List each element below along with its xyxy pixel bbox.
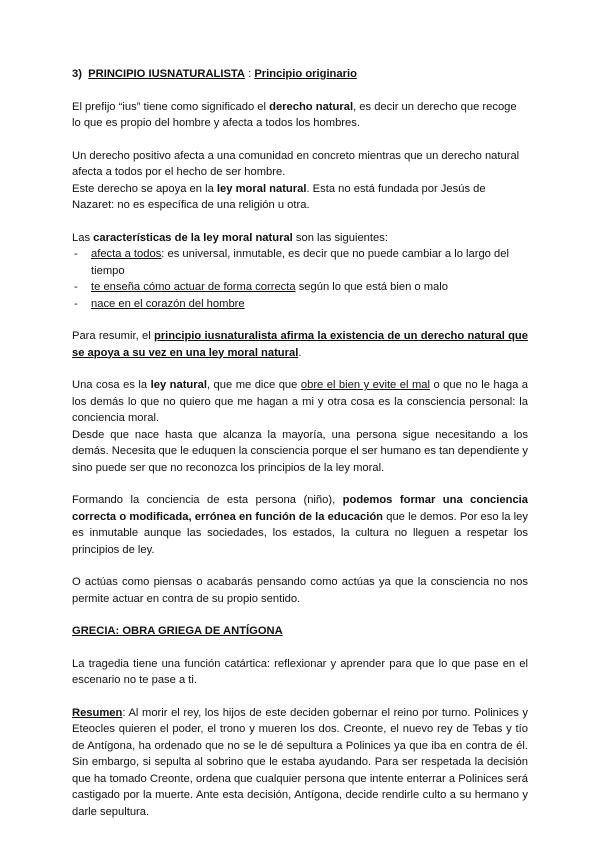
characteristics-list [72,246,528,312]
text-run: . Esta no está fundada por Jesús de Nazaret: no es específica de una religión u otra. [72,182,486,211]
resumen-label: Resumen [72,706,123,719]
text-run: . [298,346,302,359]
text-line: O actúas como piensas o acabarás pensando como actúas ya que la consciencia no nos permite actuar en contra de su propio sentido. [72,576,528,605]
section-heading-principio [72,66,528,83]
bold-term: ley natural [150,379,207,391]
list-item [72,246,528,279]
paragraph-prefijo [72,99,528,132]
document-page [72,66,528,836]
text-run: o que no le haga a los demás lo que no quiero que me hagan a mi y otra cosa es la consciencia personal: la conciencia moral. [72,379,529,424]
text-run: Para resumir, el [72,330,154,342]
bold-term: podemos formar una conciencia correcta o modificada, errónea en función de la educación [72,494,528,523]
list-item [72,296,528,313]
text-line: Desde que nace hasta que alcanza la mayoría, una persona sigue necesitando a los demás. Necesita que le eduquen la consciencia porque el ser humano es tan dependiente y sino puede ser que no reconozca los principios de la ley moral. [72,428,528,474]
heading-number: 3) [72,68,82,80]
paragraph-actuas [72,574,528,607]
bold-term: características de la ley moral natural [93,231,293,244]
bold-underlined-text: principio iusnaturalista afirma la existencia de un derecho natural que se apoya a su vez en una ley moral natural [72,330,528,359]
paragraph-ley-natural [72,377,528,476]
list-item [72,279,528,296]
text-run: El prefijo “ius” tiene como significado el [72,100,270,113]
paragraph-tragedia [72,656,528,689]
heading-title: PRINCIPIO IUSNATURALISTA [88,68,246,80]
paragraph-resumir [72,328,528,361]
paragraph-resumen [72,705,528,821]
text-run: según lo que está bien o malo [295,281,448,293]
text-run: : es universal, inmutable, es decir que no puede cambiar a lo largo del tiempo [91,248,509,277]
text-run: Las [72,231,94,244]
underlined-text: te enseña cómo actuar de forma correcta [91,281,296,293]
paragraph-derecho-positivo [72,148,528,214]
text-line: La tragedia tiene una función catártica: reflexionar y aprender para que lo que pase en el escenario no te pase a ti. [72,657,528,686]
text-run: Formando la conciencia de esta persona (niño), [72,494,343,506]
bold-term: derecho natural [269,100,354,113]
paragraph-formando [72,492,528,558]
text-run: , que me dice que [206,379,301,391]
bold-term: ley moral natural [216,182,307,195]
underlined-text: afecta a todos [91,248,162,260]
text-run: son las siguientes: [292,231,388,244]
heading-separator: : [245,68,255,80]
underlined-text: obre el bien y evite el mal [300,379,430,391]
text-run: : Al morir el rey, los hijos de este deciden gobernar el reino por turno. Polinices y Eteocles quieren el poder, el trono y mueren los dos. Creonte, el nuevo rey de Tebas y tío de Antígona, ha ordenado que no se le dé sepultura a Polinices ya que iba en contra de él. Sin embargo, si sepulta al sobrino que le estaba ayudando. Para ser respetada la decisión que ha tomado Creonte, ordena que cualquier persona que intente enterrar a Polinices será castigado por la muerte. Ante esta decisión, Antígona, decide rendirle culto a su hermano y darle sepultura. [72,706,528,818]
text-run: , es decir un derecho que recoge lo que es propio del hombre y afecta a todos los hombres. [72,100,517,129]
heading-title: GRECIA: OBRA GRIEGA DE ANTÍGONA [72,625,283,637]
text-run: Este derecho se apoya en la [72,182,217,195]
underlined-text: nace en el corazón del hombre [91,297,245,310]
text-run: que le demos. Por eso la ley es inmutable aunque las sociedades, los estados, la cultura no lleguen a respetar los principios de ley. [72,510,528,556]
heading-subtitle: Principio originario [254,68,357,80]
text-line: Un derecho positivo afecta a una comunidad en concreto mientras que un derecho natural afecta a todos por el hecho de ser hombre. [72,149,520,178]
text-run: Una cosa es la [72,379,151,391]
paragraph-caracteristicas [72,230,528,313]
section-heading-grecia [72,623,528,640]
